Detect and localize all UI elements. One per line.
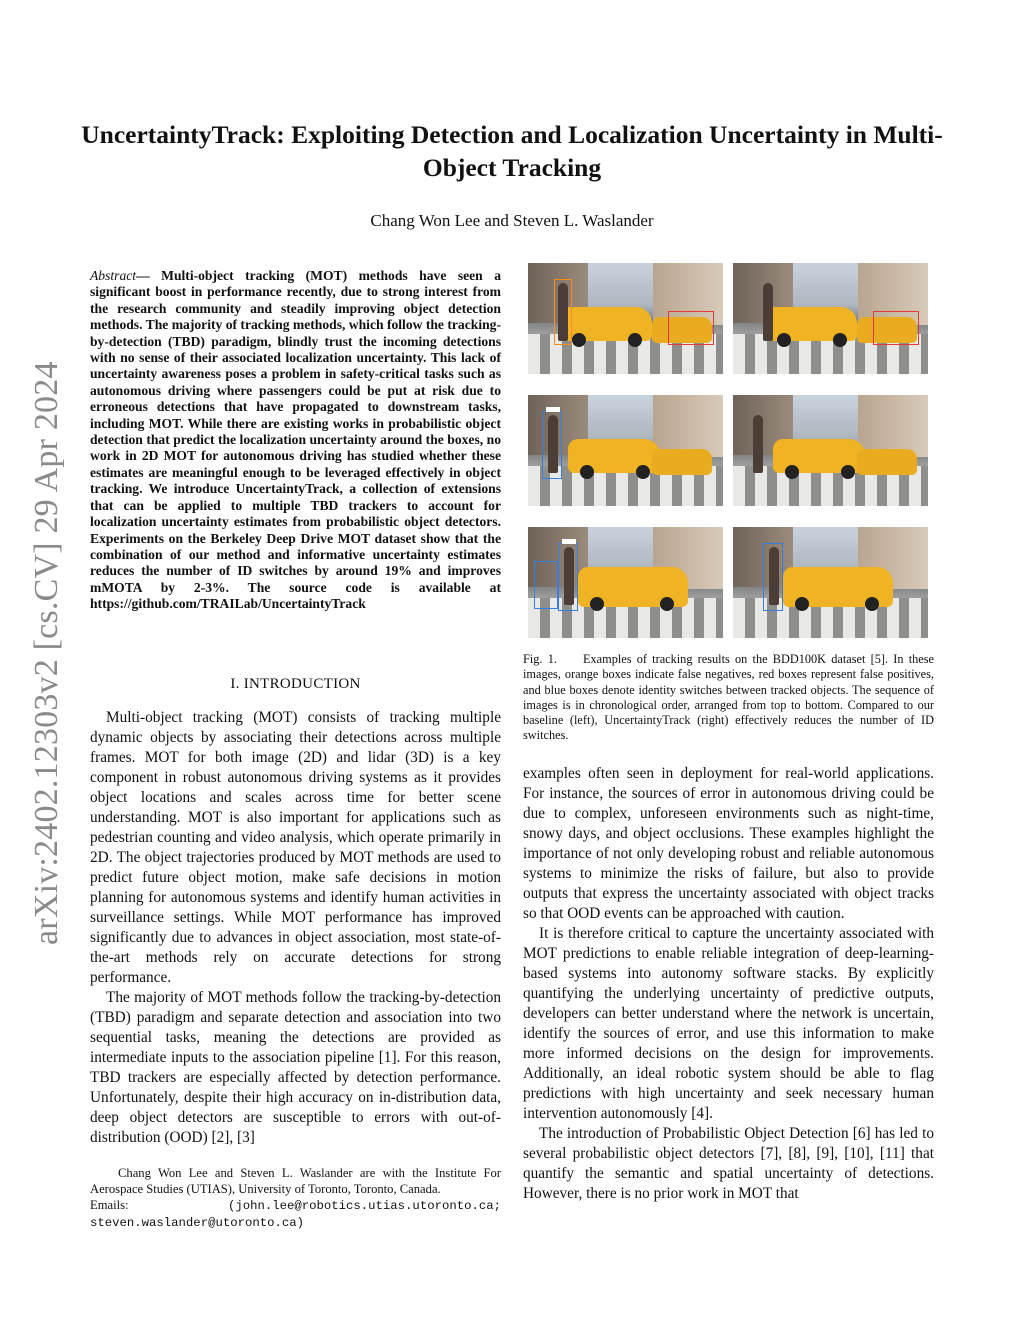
footnote-emails-label: Emails: (90, 1198, 129, 1212)
arxiv-identifier: arXiv:2402.12303v2 [cs.CV] 29 Apr 2024 (28, 361, 65, 945)
paragraph: The majority of MOT methods follow the tracking-by-detection (TBD) paradigm and separate detection and association into two sequential tasks, meaning the detections are provided as intermediate inputs to the association pipeline [1]. For this reason, TBD trackers are especially affected by detection performance. Unfortunately, despite their high accuracy on in-distribution data, deep object detectors are susceptible to errors with out-of-distribution (OOD) [2], [3] (90, 989, 501, 1146)
footnote-text: Chang Won Lee and Steven L. Waslander are with the Institute For Aerospace Studies (UTIAS), University of Toronto, Toronto, Canada. (90, 1166, 501, 1196)
paragraph: Multi-object tracking (MOT) consists of tracking multiple dynamic objects by associating their detections across multiple frames. MOT for both image (2D) and lidar (3D) is a key component in robust autonomous driving systems as it provides object locations and scales across time for better scene understanding. MOT is also important for applications such as pedestrian counting and video analysis, which operate primarily in 2D. The object trajectories produced by MOT methods are used to predict future object motion, make safe decisions in motion planning for autonomous systems and identify human activities in surveillance settings. While MOT performance has improved significantly due to advances in object association, most state-of-the-art methods rely on accurate detections for strong performance. (90, 709, 501, 986)
intro-left-column (90, 708, 501, 1148)
figure-image-baseline-frame-1 (528, 263, 723, 374)
id-switch-box (763, 543, 783, 611)
id-switch-box (558, 543, 578, 611)
id-switch-box (534, 561, 558, 609)
figure-image-baseline-frame-2 (528, 395, 723, 506)
false-positive-box (668, 311, 714, 345)
paragraph: It is therefore critical to capture the uncertainty associated with MOT predictions to enable reliable integration of deep-learning-based systems into autonomy software stacks. By explicitly quantifying the underlying uncertainty of predictive outputs, developers can better understand where the network is uncertain, identify the sources of error, and use this information to make more informed decisions on the design for improvements. Additionally, an ideal robotic system should be able to flag predictions with high uncertainty and seek necessary human intervention autonomously [4]. (523, 925, 934, 1122)
false-negative-box (554, 279, 572, 345)
abstract-lead: Abstract (90, 268, 137, 283)
footnote (90, 1165, 501, 1231)
paper-authors: Chang Won Lee and Steven L. Waslander (370, 211, 654, 230)
abstract-text: — Multi-object tracking (MOT) methods have seen a significant boost in performance recently, due to strong interest from the research community and steadily improving object detection methods. The majority of tracking methods, which follow the tracking-by-detection (TBD) paradigm, blindly trust the incoming detections with no sense of their associated localization uncertainty. This lack of uncertainty awareness poses a problem in safety-critical tasks such as autonomous driving where passengers could be put at risk due to erroneous detections that have propagated to downstream tasks, including MOT. While there are existing works in probabilistic object detection that predict the localization uncertainty around the boxes, no work in 2D MOT for autonomous driving has studied whether these estimates are meaningful enough to be leveraged effectively in object tracking. We introduce UncertaintyTrack, a collection of extensions that can be applied to multiple TBD trackers to account for localization uncertainty estimates from probabilistic object detectors. Experiments on the Berkeley Deep Drive MOT dataset show that the combination of our method and informative uncertainty estimates reduces the number of ID switches by around 19% and improves mMOTA by 2-3%. The source code is available at https://github.com/TRAILab/UncertaintyTrack (90, 268, 501, 612)
figure-image-ours-frame-1 (733, 263, 928, 374)
footnote-emails: (john.lee@robotics.utias.utoronto.ca; steven.waslander@utoronto.ca) (90, 1199, 501, 1230)
figure-image-baseline-frame-3 (528, 527, 723, 638)
abstract (90, 268, 501, 613)
paragraph: The introduction of Probabilistic Object Detection [6] has led to several probabilistic object detectors [7], [8], [9], [10], [11] that quantify the semantic and spatial uncertainty of detections. However, there is no prior work in MOT that (523, 1125, 934, 1202)
figure-image-ours-frame-3 (733, 527, 928, 638)
intro-right-column (523, 764, 934, 1204)
figure-caption: Fig. 1. Examples of tracking results on the BDD100K dataset [5]. In these images, orange boxes indicate false negatives, red boxes represent false positives, and blue boxes denote identity switches between tracked objects. The sequence of images is in chronological order, arranged from top to bottom. Compared to our baseline (left), UncertaintyTrack (right) effectively reduces the number of ID switches. (523, 652, 938, 743)
id-switch-box (542, 411, 562, 479)
paragraph: examples often seen in deployment for real-world applications. For instance, the sources of error in autonomous driving could be due to complex, unforeseen environments such as night-time, snowy days, and object occlusions. These examples highlight the importance of not only developing robust and reliable autonomous systems to minimize the risks of failure, but also to provide outputs that express the uncertainty associated with object tracks so that OOD events can be approached with caution. (523, 765, 934, 922)
paper-title: UncertaintyTrack: Exploiting Detection and Localization Uncertainty in Multi-Object Tracking (81, 120, 943, 182)
figure-1 (528, 263, 930, 639)
figure-image-ours-frame-2 (733, 395, 928, 506)
false-positive-box (873, 311, 919, 345)
section-heading: I. INTRODUCTION (230, 676, 361, 692)
